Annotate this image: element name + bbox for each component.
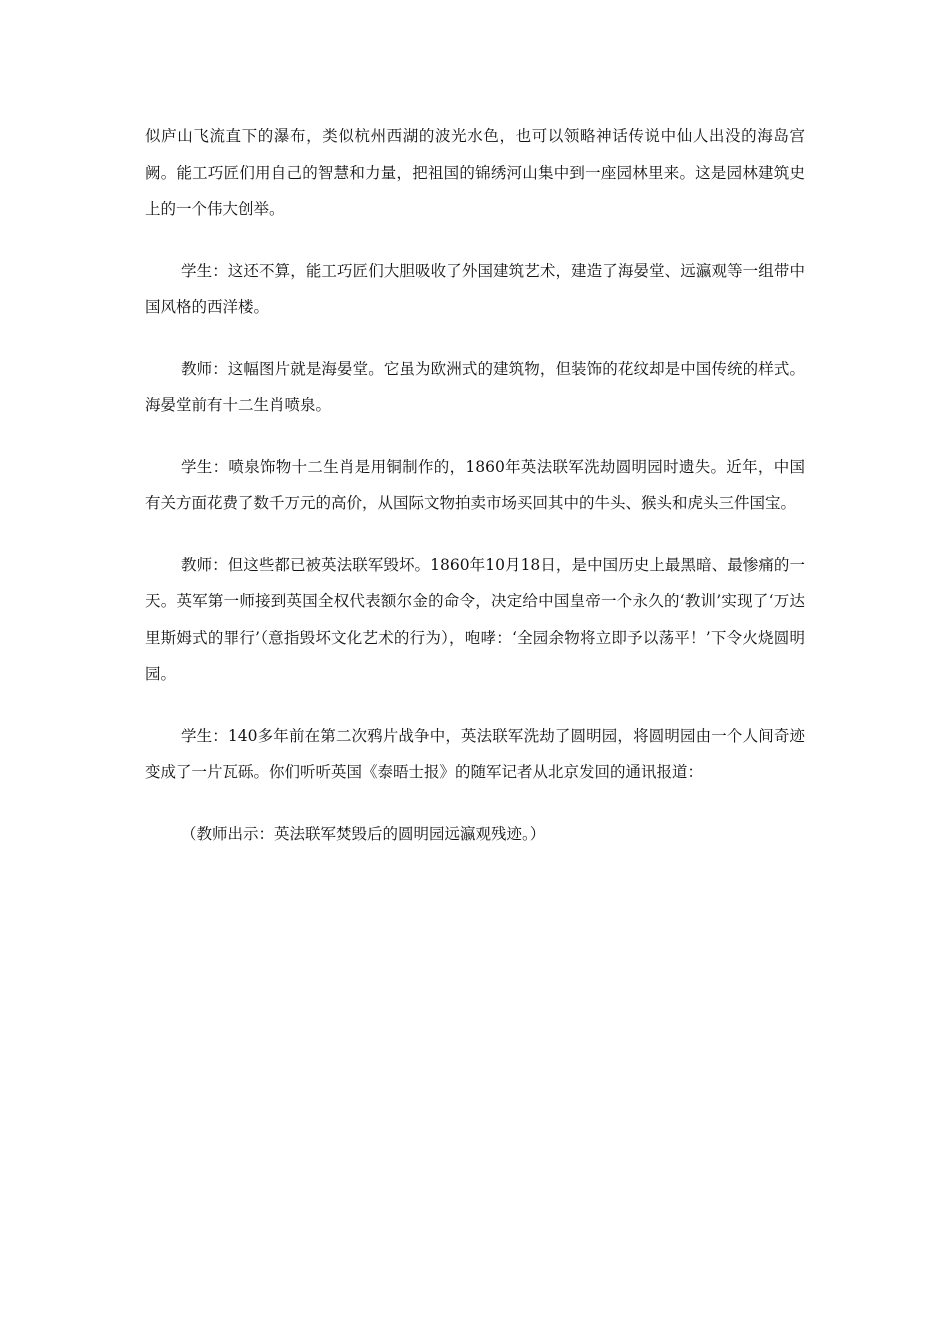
paragraph-teacher-shows-ruins: （教师出示：英法联军焚毁后的圆明园远瀛观残迹。） <box>181 824 546 843</box>
paragraph-student-zodiac-fountain: 学生：喷泉饰物十二生肖是用铜制作的，1860年英法联军洗劫圆明园时遗失。近年，中国有关方面花费了数千万元的高价，从国际文物拍卖市场买回其中的牛头、猴头和虎头三件国宝。 <box>145 457 805 512</box>
paragraph-student-western-buildings: 学生：这还不算，能工巧匠们大胆吸收了外国建筑艺术，建造了海晏堂、远瀛观等一组带中国风格的西洋楼。 <box>145 261 805 316</box>
paragraph-teacher-destruction: 教师：但这些都已被英法联军毁坏。1860年10月18日，是中国历史上最黑暗、最惨痛的一天。英军第一师接到英国全权代表额尔金的命令，决定给中国皇帝一个永久的‘教训’实现了‘万达里斯姆式的罪行’（意指毁坏文化艺术的行为），咆哮：‘全园余物将立即予以荡平！’下令火烧圆明园。 <box>145 555 805 683</box>
paragraph-teacher-haiyantang: 教师：这幅图片就是海晏堂。它虽为欧洲式的建筑物，但装饰的花纹却是中国传统的样式。海晏堂前有十二生肖喷泉。 <box>145 359 805 414</box>
paragraph-intro-continuation: 似庐山飞流直下的瀑布，类似杭州西湖的波光水色，也可以领略神话传说中仙人出没的海岛宫阙。能工巧匠们用自己的智慧和力量，把祖国的锦绣河山集中到一座园林里来。这是园林建筑史上的一个伟大创举。 <box>145 127 805 218</box>
document-body <box>145 118 805 877</box>
paragraph-student-opium-war: 学生：140多年前在第二次鸦片战争中，英法联军洗劫了圆明园，将圆明园由一个人间奇迹变成了一片瓦砾。你们听听英国《泰晤士报》的随军记者从北京发回的通讯报道： <box>145 726 805 781</box>
